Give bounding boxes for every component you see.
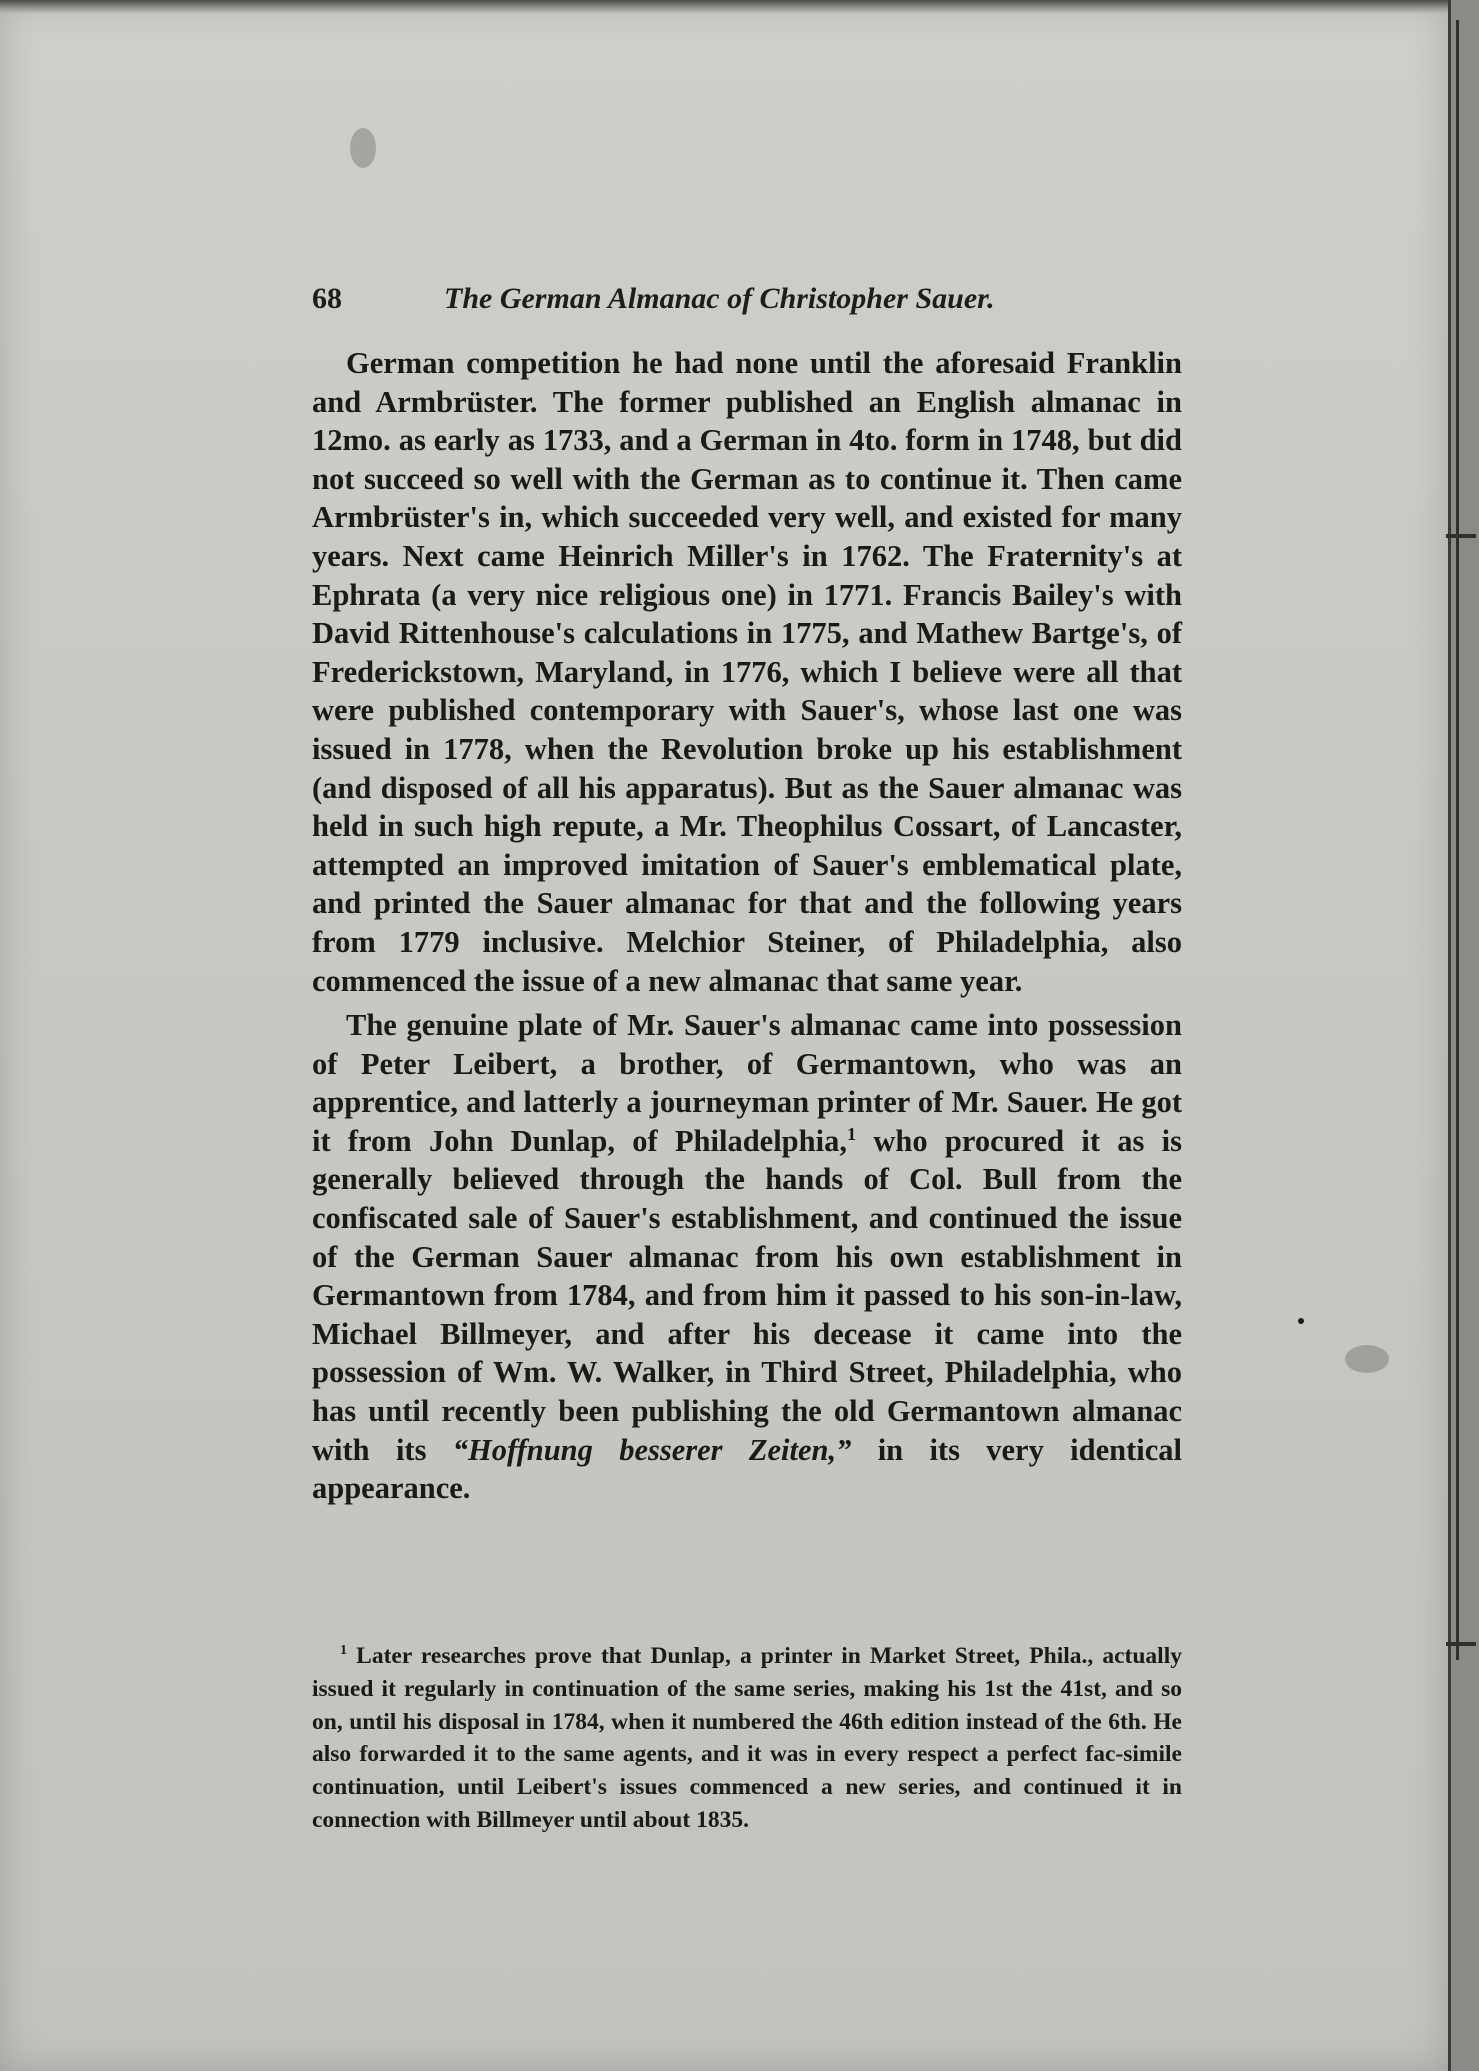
footnote-body: Later researches prove that Dunlap, a printer in Market Street, Phila., actually issued it regularly in continuation of the same series, making his 1st the 41st, and so on, until his disposal in 1784, when it numbered the 46th edition instead of the 6th. He also forwarded it to the same agents, and it was in every respect a perfect fac-simile continuation, until Leibert's issues commenced a new series, and continued it in connection with Billmeyer until about 1835. <box>312 1643 1182 1833</box>
spine-mark <box>1446 534 1476 538</box>
paragraph-2-text-end: in its very identical appearance. <box>312 1432 1182 1506</box>
body-text <box>312 344 1182 1514</box>
paragraph-1-text: German competition he had none until the aforesaid Franklin and Armbrüster. The former published an English almanac in 12mo. as early as 1733, and a German in 4to. form in 1748, but did not succeed so well with the German as to continue it. Then came Armbrüster's in, which succeeded very well, and existed for many years. Next came Heinrich Miller's in 1762. The Fraternity's at Ephrata (a very nice religious one) in 1771. Francis Bailey's with David Rittenhouse's calculations in 1775, and Mathew Bartge's, of Frederickstown, Maryland, in 1776, which I believe were all that were published contemporary with Sauer's, whose last one was issued in 1778, when the Revolution broke up his establishment (and disposed of all his apparatus). But as the Sauer almanac was held in such high repute, a Mr. Theophilus Cossart, of Lancaster, attempted an improved imitation of Sauer's emblematical plate, and printed the Sauer almanac for that and the following years from 1779 inclusive. Melchior Steiner, of Philadelphia, also commenced the issue of a new almanac that same year. <box>312 346 1182 998</box>
footnote <box>312 1640 1182 1837</box>
page-top-edge <box>0 0 1448 14</box>
footnote-reference[interactable]: 1 <box>846 1123 857 1144</box>
quoted-motto: “Hoffnung besserer Zeiten,” <box>452 1432 852 1467</box>
ink-smudge <box>350 128 376 168</box>
spine-mark <box>1446 1642 1476 1646</box>
ink-smudge <box>1345 1345 1389 1373</box>
running-title: The German Almanac of Christopher Sauer. <box>444 282 995 315</box>
page-number: 68 <box>312 282 342 315</box>
paragraph-2 <box>312 1006 1182 1508</box>
book-spine-edge <box>1456 20 1459 1660</box>
page-header <box>312 278 1072 324</box>
paragraph-2-text-start: The genuine plate of Mr. Sauer's almanac came into possession of Peter Leibert, a brother, of Germantown, who was an apprentice, and latterly a journeyman printer of Mr. Sauer. He got it from John Dunlap, of Philadelphia, <box>312 1008 1182 1158</box>
paragraph-2-text-middle: who procured it as is generally believed through the hands of Col. Bull from the confiscated sale of Sauer's establishment, and continued the issue of the German Sauer almanac from his own establishment in Germantown from 1784, and from him it passed to his son-in-law, Michael Billmeyer, and after his decease it came into the possession of Wm. W. Walker, in Third Street, Philadelphia, who has until recently been publishing the old Germantown almanac with its <box>312 1123 1182 1467</box>
paragraph-1 <box>312 344 1182 1000</box>
footnote-text <box>312 1640 1182 1837</box>
footnote-marker: 1 <box>340 1642 348 1659</box>
ink-speck <box>1298 1318 1304 1324</box>
